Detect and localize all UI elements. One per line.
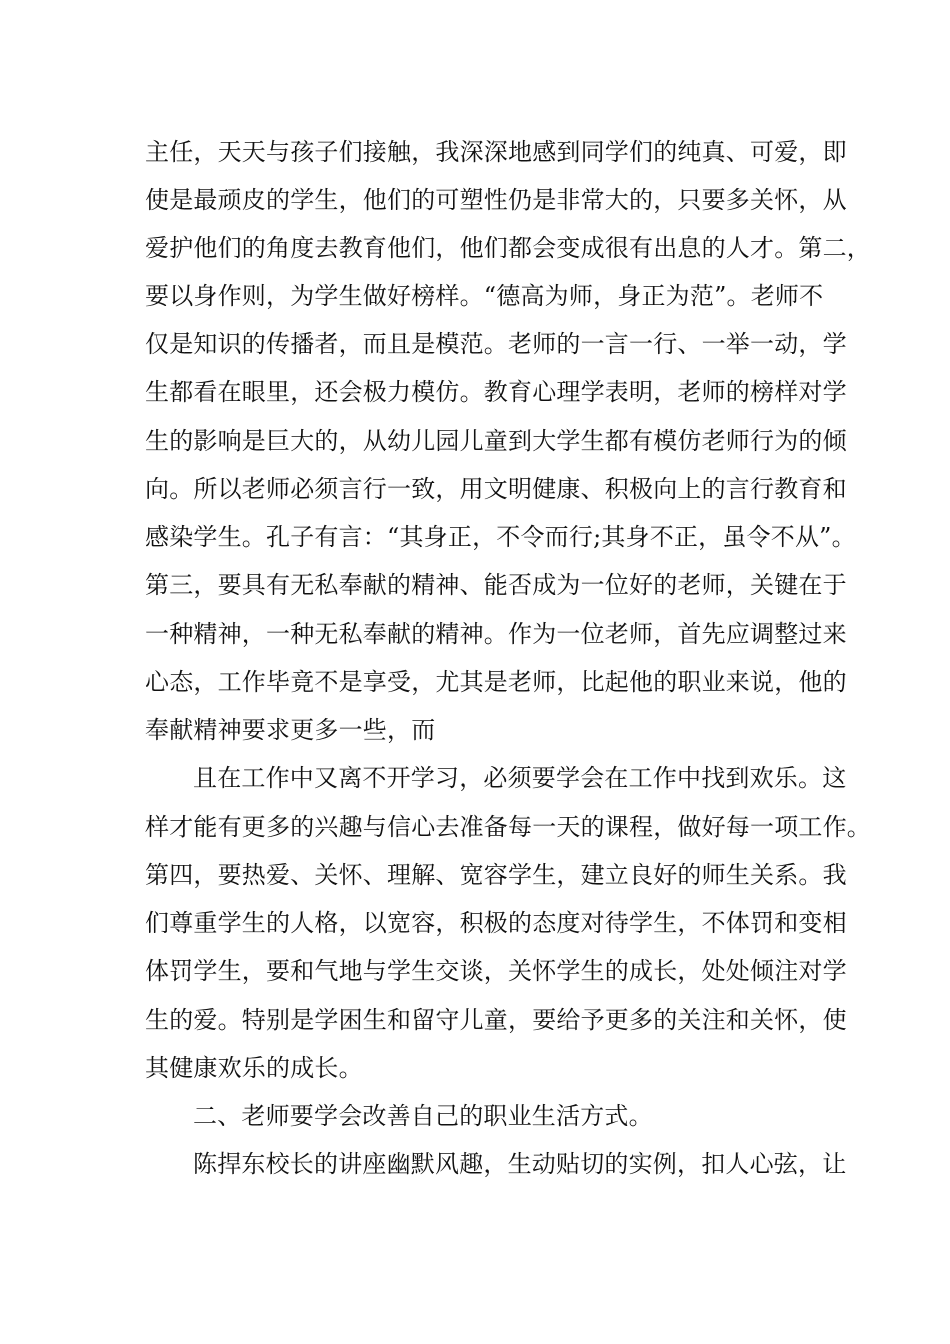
text-line: 生的影响是巨大的，从幼儿园儿童到大学生都有模仿老师行为的倾 <box>145 427 847 455</box>
text-line: 感染学生。孔子有言：“其身正，不令而行;其身不正，虽令不从”。 <box>145 523 856 551</box>
text-line: 生的爱。特别是学困生和留守儿童，要给予更多的关注和关怀，使 <box>145 1006 847 1034</box>
text-line: 心态，工作毕竟不是享受，尤其是老师，比起他的职业来说，他的 <box>145 668 847 696</box>
paragraph-first-line: 且在工作中又离不开学习，必须要学会在工作中找到欢乐。这 <box>193 764 847 792</box>
text-line: 向。所以老师必须言行一致，用文明健康、积极向上的言行教育和 <box>145 475 847 503</box>
text-line: 主任，天天与孩子们接触，我深深地感到同学们的纯真、可爱，即 <box>145 138 847 166</box>
text-line: 第三，要具有无私奉献的精神、能否成为一位好的老师，关键在于 <box>145 571 847 599</box>
text-line: 仅是知识的传播者，而且是模范。老师的一言一行、一举一动，学 <box>145 330 847 358</box>
text-line: 使是最顽皮的学生，他们的可塑性仍是非常大的，只要多关怀，从 <box>145 186 847 214</box>
section-heading: 二、老师要学会改善自己的职业生活方式。 <box>193 1102 653 1130</box>
text-line: 一种精神，一种无私奉献的精神。作为一位老师，首先应调整过来 <box>145 620 847 648</box>
text-line: 奉献精神要求更多一些，而 <box>145 716 436 744</box>
text-line: 生都看在眼里，还会极力模仿。教育心理学表明，老师的榜样对学 <box>145 378 847 406</box>
text-line: 要以身作则，为学生做好榜样。“德高为师，身正为范”。老师不 <box>145 282 824 310</box>
text-line: 爱护他们的角度去教育他们，他们都会变成很有出息的人才。第二， <box>145 234 871 262</box>
text-line: 第四，要热爱、关怀、理解、宽容学生，建立良好的师生关系。我 <box>145 861 847 889</box>
text-line: 体罚学生，要和气地与学生交谈，关怀学生的成长，处处倾注对学 <box>145 957 847 985</box>
text-line: 样才能有更多的兴趣与信心去准备每一天的课程，做好每一项工作。 <box>145 813 871 841</box>
text-line: 其健康欢乐的成长。 <box>145 1054 363 1082</box>
text-line: 们尊重学生的人格，以宽容，积极的态度对待学生，不体罚和变相 <box>145 909 847 937</box>
paragraph-first-line: 陈捍东校长的讲座幽默风趣，生动贴切的实例，扣人心弦，让 <box>193 1150 847 1178</box>
